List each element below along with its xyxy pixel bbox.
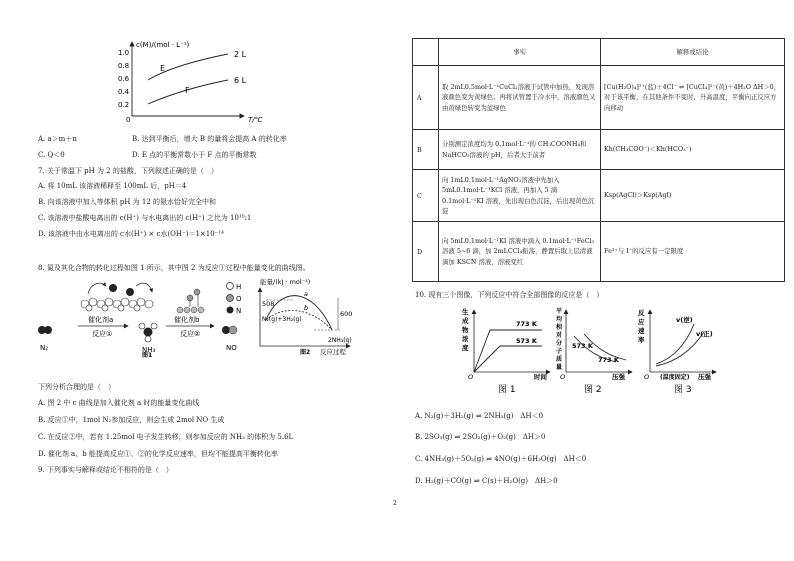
species-nh3: NH₃ xyxy=(142,346,156,354)
fig3-xlabel: 压强 xyxy=(698,373,711,381)
table-row xyxy=(413,170,785,222)
q10-figure-3 xyxy=(638,308,716,395)
q8-option-b: B. 反应①中，1mol N₂参加反应，则会生成 2mol NO 生成 xyxy=(38,416,225,424)
q7-option-a: A. 将 10mL 该溶液稀释至 100mL 后，pH＝4 xyxy=(38,182,187,190)
fig2-value-600: 600 xyxy=(340,310,353,318)
fig3-caption: 图 3 xyxy=(674,385,692,395)
q10-figure-2 xyxy=(555,307,632,395)
reaction-2-label: 反应② xyxy=(180,330,201,338)
fig1-xlabel: 时间 xyxy=(534,373,547,381)
fig2-ylabel-char: 平 xyxy=(556,308,563,315)
q6-option-b: B. 达到平衡后，增大 B 的量将会提高 A 的转化率 xyxy=(132,135,287,143)
q10-option-d: D. H₂(g)＋CO(g) ⇌ C(s)＋H₂O(g) ΔH＞0 xyxy=(415,477,558,485)
fig1-caption: 图1 xyxy=(142,352,153,358)
fig2-ylabel-char: 量 xyxy=(556,364,563,371)
table-row xyxy=(413,222,785,282)
row-conclusion: [Cu(H₂O)₄]²⁺(蓝)＋4Cl⁻ ⇌ [CuCl₄]²⁻(黄)＋4H₂O ΔH＞0，对于该平衡，在其他条件不变时，升高温度，平衡向正反应方向移动 xyxy=(601,66,785,130)
q7-option-d: D. 该溶液中由水电离出的 c水(H⁺) × c水(OH⁻)＝1×10⁻¹⁴ xyxy=(38,230,224,238)
q7-stem: 7. 关于常温下 pH 为 2 的盐酸，下列叙述正确的是（ ） xyxy=(38,167,218,175)
q8-prompt: 下列分析合理的是（ ） xyxy=(38,383,115,391)
row-letter: A xyxy=(413,66,439,130)
q8-option-a: A. 图 2 中 c 曲线是加入催化剂 a 时的能量变化曲线 xyxy=(38,399,200,407)
fig3-reverse-label: v(逆) xyxy=(676,316,693,324)
q10-option-c: C. 4NH₃(g)＋5O₂(g) ⇌ 4NO(g)＋6H₂O(g) ΔH＜0 xyxy=(415,455,587,463)
fig2-curve-b: b xyxy=(304,304,309,312)
fig2-products: 2NH₃(g) xyxy=(328,337,352,344)
fig3-ylabel-char: 反 xyxy=(638,309,645,317)
graph-tick: 1.0 xyxy=(118,49,130,57)
q8-option-d: D. 催化剂 a、b 能提高反应①、②的化学反应速率，但均不能提高平衡转化率 xyxy=(38,450,278,458)
fig2-ylabel-char: 相 xyxy=(556,324,563,331)
graph-tick: 0.4 xyxy=(118,88,130,96)
q7-option-b: B. 向该溶液中加入等体积 pH 为 12 的氨水恰好完全中和 xyxy=(38,198,216,206)
graph-tick: 0 xyxy=(126,116,131,124)
q10-figures xyxy=(460,306,722,396)
catalyst-a-label: 催化剂a xyxy=(88,316,114,324)
q8-stem: 8. 氮及其化合物的转化过程如图 1 所示，其中图 2 为反应①过程中能量变化的曲线图。 xyxy=(38,264,310,272)
row-fact: 分别测定浓度均为 0.1mol·L⁻¹的 CH₃COONH₄和 NaHCO₃溶液的 pH，后者大于前者 xyxy=(439,130,601,170)
row-fact: 向 5mL0.1mol·L⁻¹KI 溶液中滴入 0.1mol·L⁻¹FeCl₃溶液 5~6 滴，加 2mLCCl₄振荡，静置后取上层清液滴加 KSCN 溶液，溶液变红 xyxy=(439,222,601,282)
fig2-ylabel-char: 子 xyxy=(556,348,563,355)
point-e-label: E xyxy=(160,64,166,73)
q10-figure-1 xyxy=(462,307,550,395)
graph-ylabel: c(M)/(mol · L⁻¹) xyxy=(136,41,190,49)
q9-stem: 9. 下列事实与解释或结论不相符的是（ ） xyxy=(38,466,173,474)
q8-option-c: C. 在反应②中，若有 1.25mol 电子发生转移，则参加反应的 NH₃ 的体积为 5.6L xyxy=(38,433,294,441)
row-conclusion: Fe³⁺与 I⁻的反应有一定限度 xyxy=(601,222,785,282)
row-fact: 向 1mL0.1mol·L⁻¹AgNO₃溶液中先加入 5mL0.1mol·L⁻¹KCl 溶液，再加入 5 滴 0.1mol·L⁻¹KI 溶液，先出现白色沉淀，后出现黄色沉淀 xyxy=(439,170,601,222)
fig2-xlabel: 反应过程 xyxy=(320,348,346,356)
point-f-label: F xyxy=(185,86,190,95)
fig2-origin: O xyxy=(560,373,566,381)
q10-stem: 10. 现有三个图像，下列反应中符合全部图像的反应是（ ） xyxy=(415,291,604,299)
legend-h: H xyxy=(236,283,242,291)
fig2-ylabel-char: 对 xyxy=(556,332,563,339)
fig2-ylabel-char: 质 xyxy=(556,356,563,363)
fig2-left-label: 573 K xyxy=(572,342,593,350)
graph-tick: 0.2 xyxy=(118,101,130,109)
q10-option-b: B. 2SO₃(g) ⇌ 2SO₂(g)＋O₂(g) ΔH＞0 xyxy=(415,433,546,441)
row-conclusion: Ksp(AgCl)＞Ksp(AgI) xyxy=(601,170,785,222)
fig3-ylabel-char: 率 xyxy=(638,336,645,344)
fig1-lower-label: 573 K xyxy=(516,337,537,345)
fig2-reactants: N₂(g)+3H₂(g) xyxy=(262,316,302,323)
fig1-caption: 图 1 xyxy=(498,385,516,395)
curve-2l-label: 2 L xyxy=(234,50,247,59)
q6-option-d: D. E 点的平衡常数小于 F 点的平衡常数 xyxy=(132,151,257,159)
species-n2: N₂ xyxy=(40,344,49,352)
legend-n: N xyxy=(236,307,242,315)
fig2-curve-a: a xyxy=(304,290,308,298)
table-header xyxy=(413,39,439,66)
graph-tick: 0.8 xyxy=(118,62,130,70)
fig3-forward-label: v(正) xyxy=(696,330,713,338)
fig1-ylabel-char: 浓 xyxy=(462,335,469,343)
table-row xyxy=(413,130,785,170)
curve-a xyxy=(266,296,332,330)
fig3-note: (温度固定) xyxy=(660,374,690,381)
q6-option-c: C. Q＜0 xyxy=(38,151,65,159)
q10-option-a: A. N₂(g)＋3H₂(g) ⇌ 2NH₃(g) ΔH＜0 xyxy=(415,412,544,420)
row-letter: D xyxy=(413,222,439,282)
fig2-caption: 图 2 xyxy=(584,385,602,395)
row-letter: B xyxy=(413,130,439,170)
curve-6l-label: 6 L xyxy=(234,76,247,85)
fig1-ylabel-char: 物 xyxy=(462,326,469,334)
row-conclusion: Kh(CH₃COO⁻)＜Kh(HCO₃⁻) xyxy=(601,130,785,170)
row-fact: 取 2mL0.5mol·L⁻¹CuCl₂溶液于试管中加热，发现溶液颜色变为黄绿色；再将试管置于冷水中，溶液颜色又由黄绿色转变为蓝绿色 xyxy=(439,66,601,130)
fig2-right-label: 773 K xyxy=(598,356,619,364)
table-header-fact: 事实 xyxy=(439,39,601,66)
row-letter: C xyxy=(413,170,439,222)
table-row xyxy=(413,66,785,130)
catalyst-b-label: 催化剂b xyxy=(174,316,200,324)
species-no: NO xyxy=(226,344,237,352)
q7-option-c: C. 该溶液中盐酸电离出的 c(H⁺) 与水电离出的 c(H⁺) 之比为 10¹⁰:1 xyxy=(38,214,252,222)
fig1-upper-label: 773 K xyxy=(516,320,537,328)
fig1-ylabel-char: 成 xyxy=(462,317,469,325)
fig2-value-508: 508 xyxy=(262,300,275,308)
fig1-origin: O xyxy=(468,373,474,381)
table-header-row xyxy=(413,39,785,66)
fig2-ylabel-char: 分 xyxy=(556,340,563,347)
fig3-ylabel-char: 速 xyxy=(638,327,645,335)
fig2-xlabel: 压强 xyxy=(612,373,625,381)
q8-figure-1 xyxy=(30,278,252,358)
concentration-temperature-graph xyxy=(98,38,298,126)
q8-figure-2 xyxy=(254,276,366,360)
fig2-ylabel-char: 均 xyxy=(556,316,563,323)
table-header-conclusion: 解释或结论 xyxy=(601,39,785,66)
q9-facts-table xyxy=(412,38,785,282)
fig1-ylabel-char: 生 xyxy=(462,308,469,316)
fig3-ylabel-char: 应 xyxy=(638,318,645,326)
q6-option-a: A. a＞m＋n xyxy=(38,135,77,143)
graph-tick: 0.6 xyxy=(118,75,130,83)
fig2-caption: 图2 xyxy=(300,349,311,356)
fig1-ylabel-char: 度 xyxy=(462,344,469,352)
graph-xlabel: T/℃ xyxy=(248,116,263,124)
fig3-origin: O xyxy=(644,373,650,381)
page-number: 2 xyxy=(393,500,397,507)
reaction-1-label: 反应① xyxy=(92,330,113,338)
fig2-ylabel: 能量/(kJ · mol⁻¹) xyxy=(260,278,311,286)
legend-o: O xyxy=(236,295,242,303)
